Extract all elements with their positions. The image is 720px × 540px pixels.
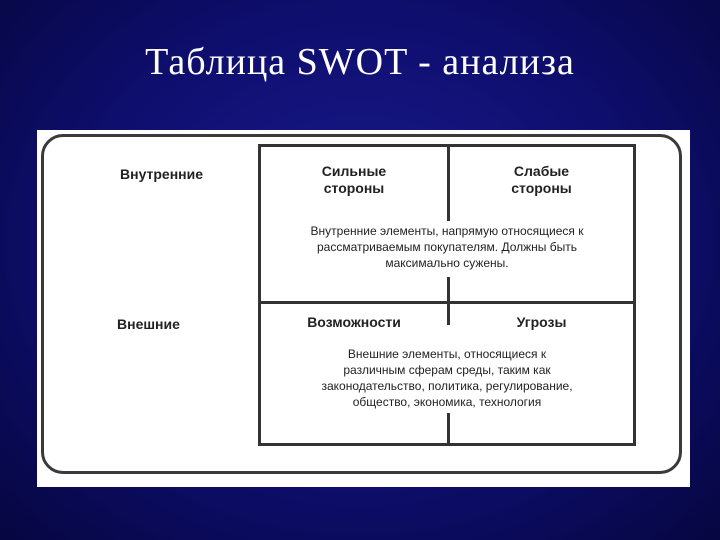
- header-weaknesses-line-1: Слабые: [513, 163, 570, 179]
- header-strengths-line-1: Сильные: [321, 163, 387, 179]
- grid-divider-bottom: [447, 413, 450, 443]
- external-description-line-2: различным сферам среды, таким как: [343, 363, 551, 377]
- external-description-line-3: законодательство, политика, регулирование,: [321, 379, 573, 393]
- swot-image-panel: [37, 130, 690, 487]
- external-description-line-1: Внешние элементы, относящиеся к: [347, 347, 547, 361]
- row-label-internal: Внутренние: [120, 166, 204, 182]
- header-threats: Угрозы: [450, 314, 633, 331]
- internal-description-line-3: максимально сужены.: [385, 256, 509, 270]
- swot-grid: [258, 144, 636, 446]
- external-description-line-4: общество, экономика, технология: [352, 395, 542, 409]
- external-description: [265, 346, 629, 410]
- header-strengths: [261, 163, 447, 197]
- internal-description: [265, 223, 629, 271]
- internal-description-line-2: рассматриваемым покупателям. Должны быть: [317, 240, 577, 254]
- header-weaknesses: [450, 163, 633, 197]
- header-opportunities: Возможности: [261, 314, 447, 331]
- header-weaknesses-line-2: стороны: [511, 180, 572, 196]
- grid-horizontal-divider: [261, 301, 633, 304]
- internal-description-line-1: Внутренние элементы, напрямую относящиеся к: [310, 224, 584, 238]
- header-strengths-line-2: стороны: [323, 180, 385, 196]
- row-label-external: Внешние: [117, 316, 180, 332]
- slide-title: Таблица SWOT - анализа: [145, 41, 575, 83]
